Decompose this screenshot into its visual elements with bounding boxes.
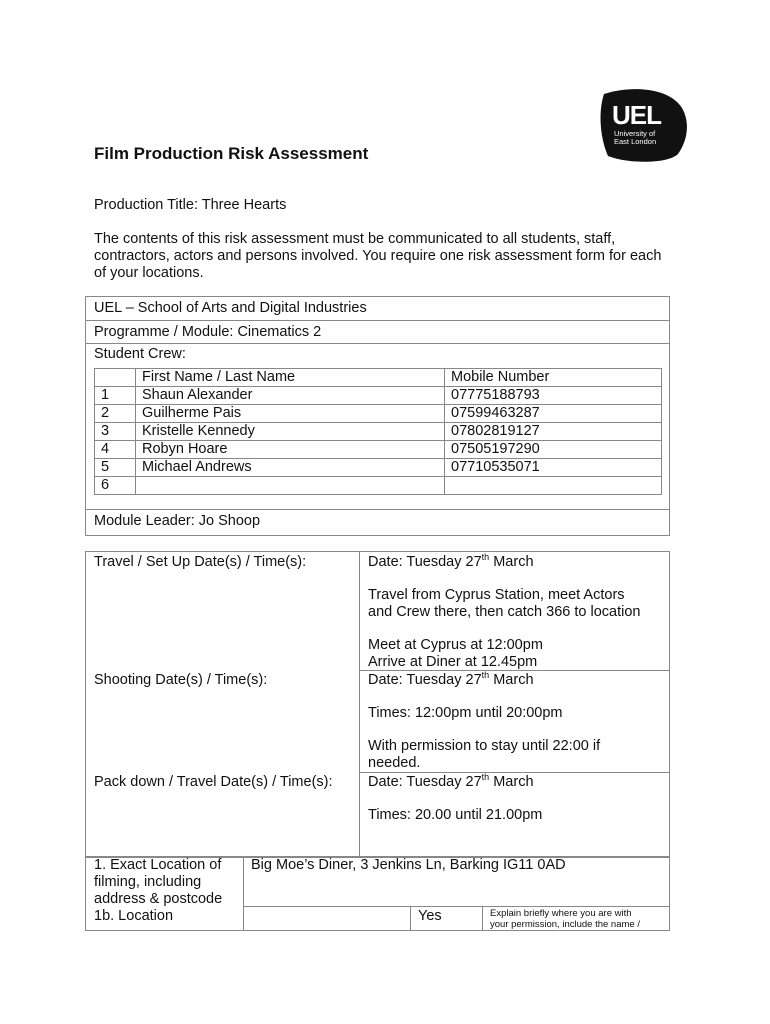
school-row [86, 297, 669, 321]
date-month: March [489, 554, 534, 570]
location-note-line: your permission, include the name / [490, 919, 640, 930]
crew-number: 6 [95, 477, 136, 495]
module-leader-row [86, 510, 669, 535]
intro-paragraph: The contents of this risk assessment must be communicated to all students, staff, contractors, actors and persons involved. You require one risk assessment form for each of your locations. [94, 231, 662, 281]
crew-mobile: 07710535071 [445, 459, 662, 477]
shooting-permission: needed. [368, 755, 421, 771]
crew-name: Michael Andrews [136, 459, 445, 477]
crew-row [95, 477, 662, 495]
location-note-line: Explain briefly where you are with [490, 908, 632, 919]
shooting-value [368, 672, 600, 772]
logo-line-2: East London [614, 137, 657, 146]
crew-row [95, 423, 662, 441]
crew-row [95, 387, 662, 405]
logo-line-1: University of [614, 129, 656, 138]
crew-name: Kristelle Kennedy [136, 423, 445, 441]
location-b-answer: Yes [418, 908, 442, 924]
crew-row [95, 459, 662, 477]
module-leader-text: Module Leader: Jo Shoop [94, 513, 261, 529]
shooting-permission: With permission to stay until 22:00 if [368, 738, 601, 754]
packdown-times: Times: 20.00 until 21.00pm [368, 807, 543, 823]
logo-subtext [614, 130, 656, 146]
location-label-line: 1. Exact Location of [94, 857, 222, 873]
date-text: Date: Tuesday 27 [368, 774, 482, 790]
packdown-value [368, 774, 542, 824]
crew-mobile: 07505197290 [445, 441, 662, 459]
crew-mobile: 07599463287 [445, 405, 662, 423]
crew-name: Robyn Hoare [136, 441, 445, 459]
programme-text: Programme / Module: Cinematics 2 [94, 324, 322, 340]
date-text: Date: Tuesday 27 [368, 672, 482, 688]
crew-number: 4 [95, 441, 136, 459]
travel-line: Meet at Cyprus at 12:00pm [368, 637, 543, 653]
uel-logo [598, 88, 690, 162]
crew-number: 3 [95, 423, 136, 441]
travel-setup-date [368, 554, 640, 571]
location-label [94, 857, 222, 925]
date-suffix: th [481, 772, 490, 783]
travel-line: Travel from Cyprus Station, meet Actors [368, 587, 625, 603]
location-label-line: filming, including [94, 874, 202, 890]
location-label-line: address & postcode [94, 891, 223, 907]
school-text: UEL – School of Arts and Digital Industries [94, 300, 367, 316]
date-suffix: th [481, 670, 490, 681]
crew-number: 5 [95, 459, 136, 477]
shooting-times: Times: 12:00pm until 20:00pm [368, 705, 563, 721]
packdown-label: Pack down / Travel Date(s) / Time(s): [94, 774, 333, 790]
location-section [85, 857, 670, 931]
column-divider [243, 857, 244, 931]
row-divider [243, 906, 669, 907]
travel-line: and Crew there, then catch 366 to location [368, 604, 641, 620]
date-suffix: th [481, 552, 490, 563]
crew-row [95, 405, 662, 423]
shooting-date [368, 672, 600, 689]
crew-row [95, 441, 662, 459]
crew-name [136, 477, 445, 495]
location-b-label: 1b. Location [94, 908, 174, 924]
packdown-date [368, 774, 542, 791]
crew-header-row [95, 369, 662, 387]
crew-name: Shaun Alexander [136, 387, 445, 405]
crew-number: 2 [95, 405, 136, 423]
date-text: Date: Tuesday 27 [368, 554, 482, 570]
crew-header-mobile: Mobile Number [445, 369, 662, 387]
schedule-section [85, 551, 670, 857]
crew-table [94, 368, 662, 495]
crew-header-number [95, 369, 136, 387]
date-month: March [489, 774, 534, 790]
travel-line: Arrive at Diner at 12.45pm [368, 654, 538, 670]
crew-header-name: First Name / Last Name [136, 369, 445, 387]
shooting-label: Shooting Date(s) / Time(s): [94, 672, 268, 688]
student-crew-label: Student Crew: [94, 346, 186, 362]
column-divider [482, 906, 483, 931]
column-divider [359, 552, 360, 858]
travel-setup-label: Travel / Set Up Date(s) / Time(s): [94, 554, 307, 570]
row-divider [359, 772, 669, 773]
date-month: March [489, 672, 534, 688]
location-b-note [490, 908, 640, 930]
crew-name: Guilherme Pais [136, 405, 445, 423]
column-divider [410, 906, 411, 931]
crew-mobile [445, 477, 662, 495]
page-title: Film Production Risk Assessment [94, 144, 369, 163]
crew-mobile: 07775188793 [445, 387, 662, 405]
programme-row [86, 321, 669, 344]
crew-mobile: 07802819127 [445, 423, 662, 441]
logo-text: UEL [612, 100, 661, 130]
location-value: Big Moe’s Diner, 3 Jenkins Ln, Barking IG11 0AD [251, 857, 566, 873]
travel-setup-value [368, 554, 640, 671]
crew-number: 1 [95, 387, 136, 405]
production-title: Production Title: Three Hearts [94, 197, 287, 213]
